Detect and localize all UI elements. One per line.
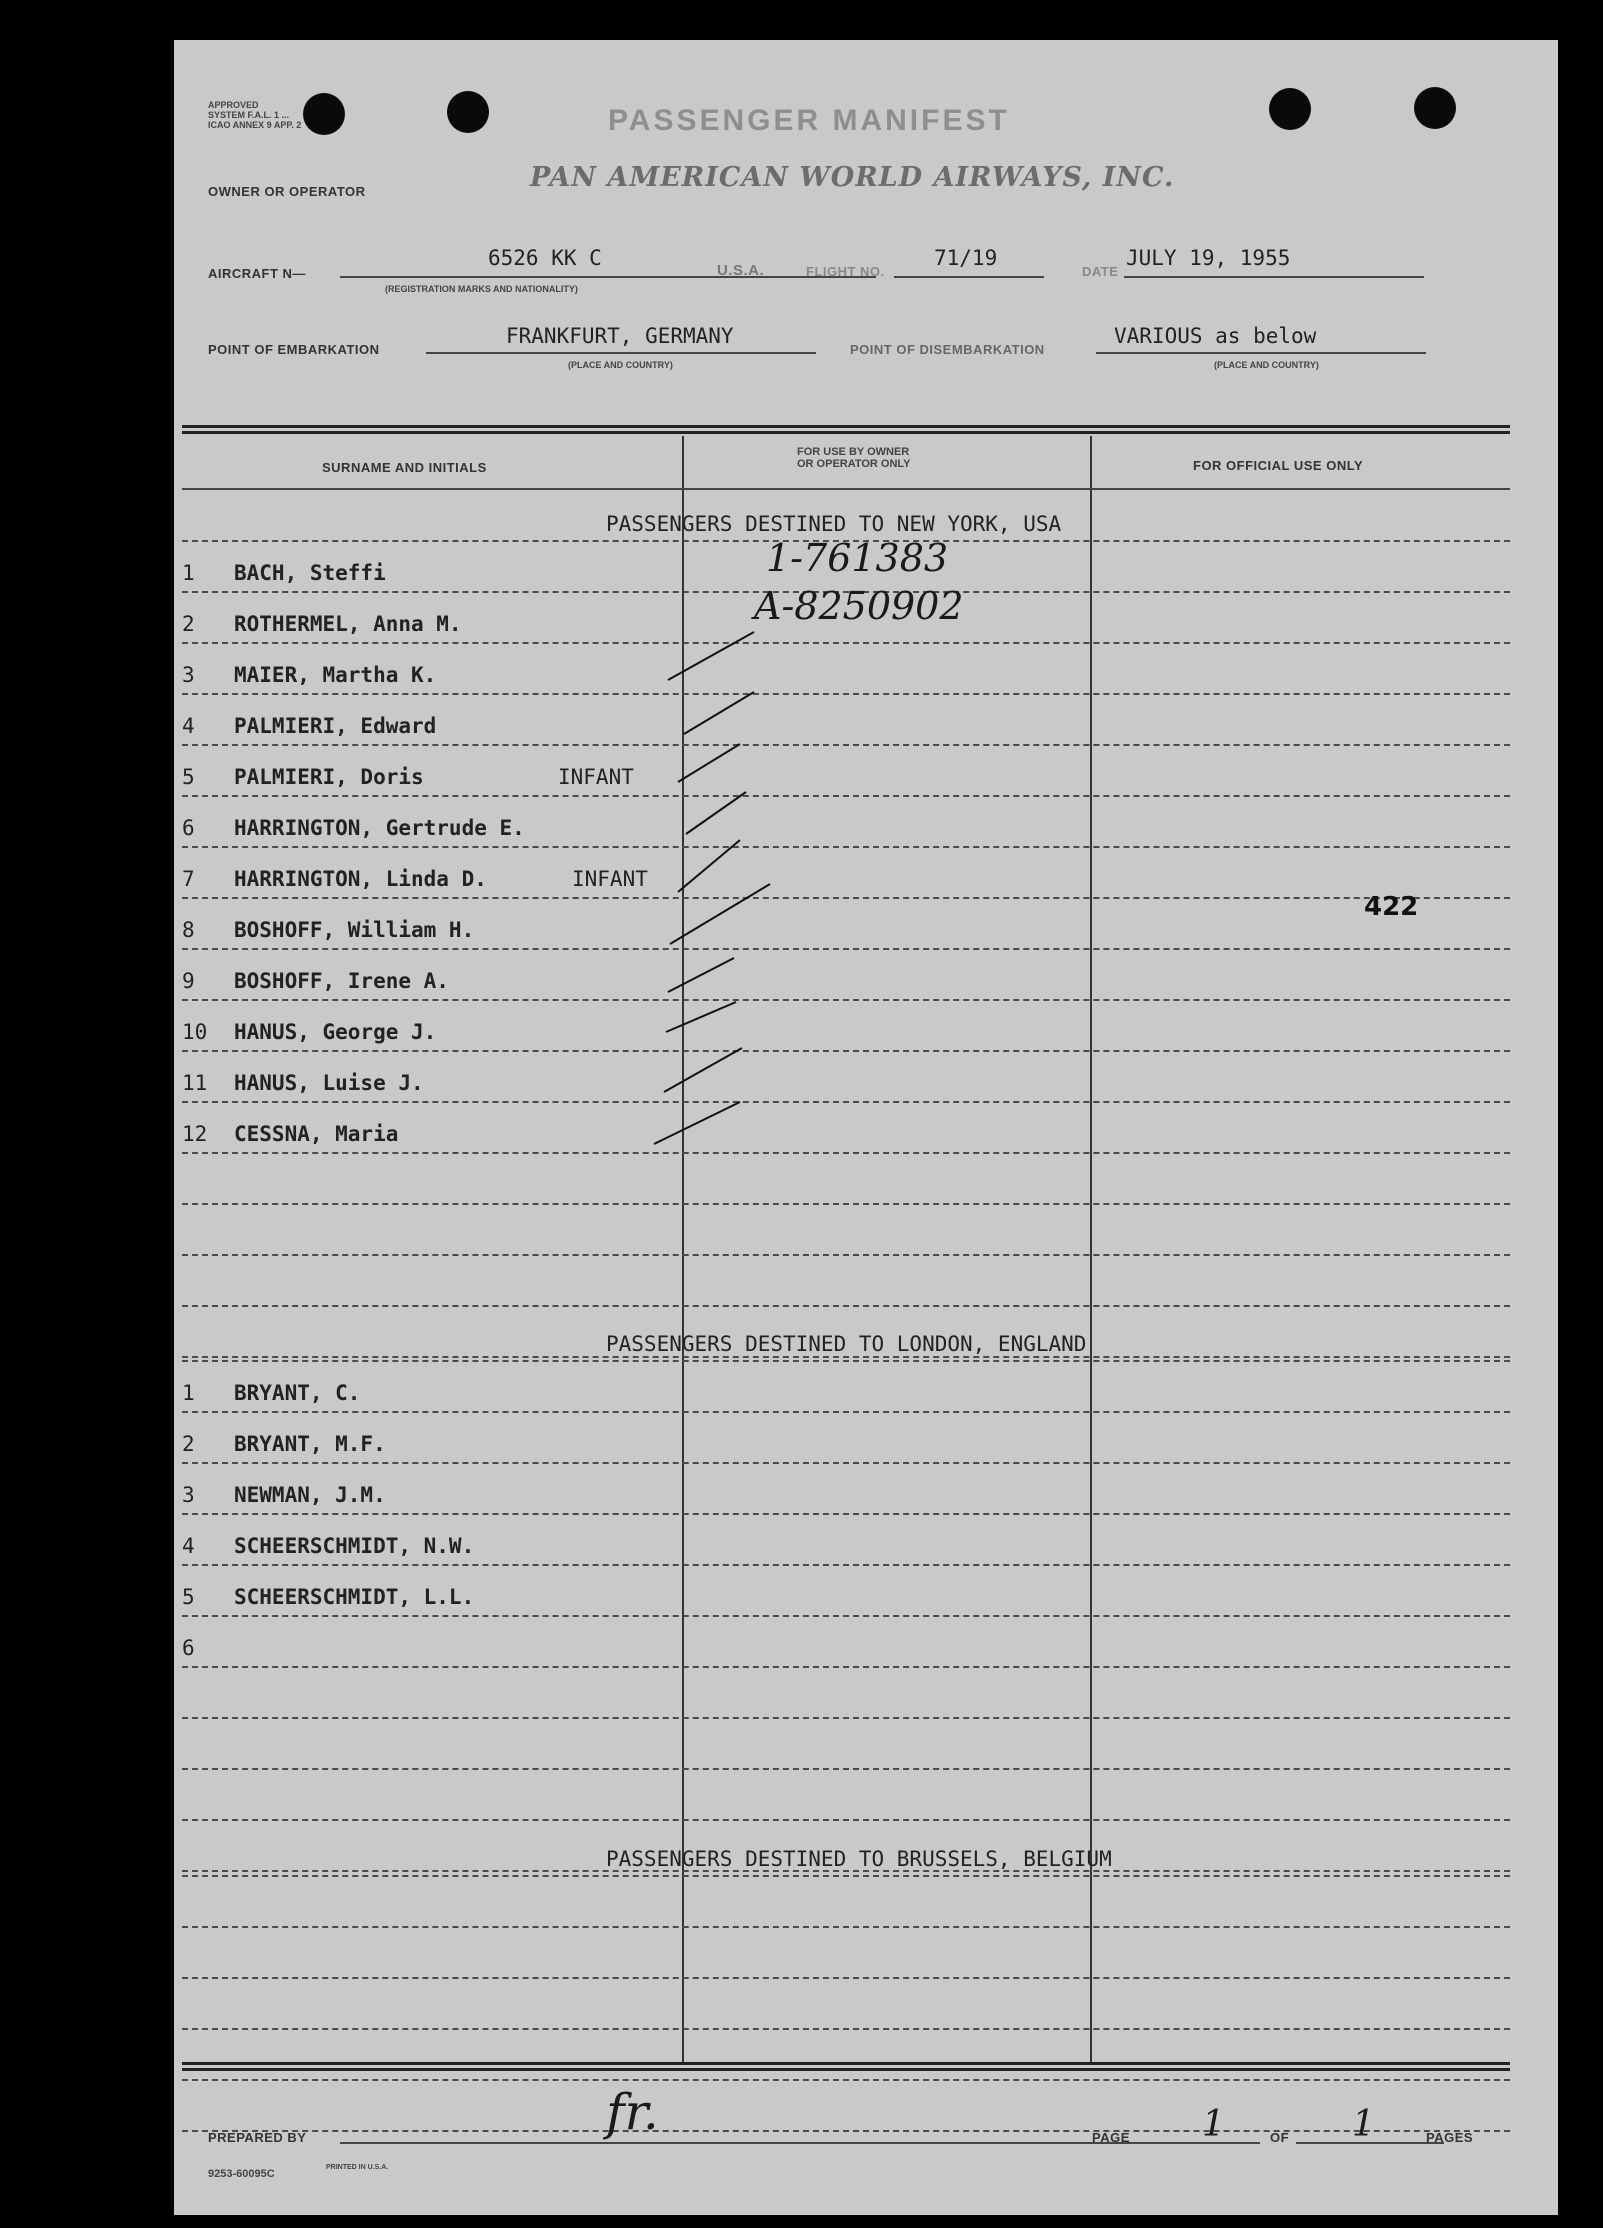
passenger-note: INFANT	[572, 867, 648, 891]
passenger-name: HANUS, George J.	[234, 1020, 437, 1044]
passenger-name: SCHEERSCHMIDT, N.W.	[234, 1534, 475, 1558]
printed-note: PRINTED IN U.S.A.	[326, 2164, 389, 2171]
manifest-page	[174, 40, 1558, 2215]
passenger-name: BACH, Steffi	[234, 561, 386, 585]
passenger-note: INFANT	[558, 765, 634, 789]
check-mark	[678, 744, 740, 782]
pages-label: PAGES	[1426, 2130, 1474, 2145]
check-mark	[664, 1048, 742, 1092]
passenger-name: BRYANT, M.F.	[234, 1432, 386, 1456]
section-heading: PASSENGERS DESTINED TO BRUSSELS, BELGIUM	[606, 1847, 1112, 1871]
embarkation-label: POINT OF EMBARKATION	[208, 342, 380, 357]
owner-column-header: OR OPERATOR ONLY	[797, 458, 911, 470]
of-label: OF	[1270, 2130, 1290, 2145]
passenger-name: ROTHERMEL, Anna M.	[234, 612, 462, 636]
passenger-name: HARRINGTON, Linda D.	[234, 867, 487, 891]
owner-label: OWNER OR OPERATOR	[208, 184, 366, 199]
check-mark	[686, 792, 746, 834]
surname-column-header: SURNAME AND INITIALS	[322, 460, 487, 475]
flight-no-value: 71/19	[934, 246, 998, 270]
ticket-number-1: 1-761383	[766, 536, 949, 580]
row-number: 1	[182, 1381, 195, 1405]
preparer-initials: fr.	[606, 2083, 659, 2141]
passenger-name: CESSNA, Maria	[234, 1122, 399, 1146]
check-mark	[670, 884, 770, 944]
operator-name: PAN AMERICAN WORLD AIRWAYS, INC.	[530, 162, 1175, 193]
disembarkation-value: VARIOUS as below	[1114, 324, 1317, 348]
row-number: 5	[182, 765, 195, 789]
passenger-name: PALMIERI, Edward	[234, 714, 437, 738]
approval-line: SYSTEM F.A.L. 1 ...	[208, 110, 290, 120]
row-number: 7	[182, 867, 195, 891]
check-mark	[668, 632, 754, 680]
row-number: 4	[182, 714, 195, 738]
check-mark	[654, 1102, 740, 1144]
page-number: 1	[1202, 2104, 1225, 2145]
row-number: 8	[182, 918, 195, 942]
nationality-value: U.S.A.	[717, 262, 765, 279]
date-label: DATE	[1082, 264, 1119, 279]
row-number: 6	[182, 816, 195, 840]
row-number: 5	[182, 1585, 195, 1609]
check-mark	[678, 840, 740, 892]
passenger-name: BRYANT, C.	[234, 1381, 361, 1405]
check-mark	[668, 958, 734, 992]
passenger-name: PALMIERI, Doris	[234, 765, 424, 789]
check-mark	[666, 1002, 736, 1032]
embarkation-value: FRANKFURT, GERMANY	[506, 324, 734, 348]
page-label: PAGE	[1092, 2130, 1130, 2145]
flight-label: FLIGHT NO.	[806, 264, 885, 279]
row-number: 11	[182, 1071, 208, 1095]
section-heading: PASSENGERS DESTINED TO LONDON, ENGLAND	[606, 1332, 1087, 1356]
section-heading: PASSENGERS DESTINED TO NEW YORK, USA	[606, 512, 1062, 536]
form-number: 9253-60095C	[208, 2168, 275, 2180]
passenger-name: NEWMAN, J.M.	[234, 1483, 386, 1507]
owner-column-header: FOR USE BY OWNER	[797, 446, 910, 458]
passenger-name: SCHEERSCHMIDT, L.L.	[234, 1585, 475, 1609]
row-number: 6	[182, 1636, 195, 1660]
row-number: 3	[182, 1483, 195, 1507]
row-number: 10	[182, 1020, 208, 1044]
passenger-name: BOSHOFF, Irene A.	[234, 969, 449, 993]
registration-note: (REGISTRATION MARKS AND NATIONALITY)	[385, 284, 578, 294]
check-marks	[174, 40, 1558, 2215]
row-number: 12	[182, 1122, 208, 1146]
official-number: 422	[1364, 892, 1419, 922]
approval-line: ICAO ANNEX 9 APP. 2	[208, 120, 302, 130]
passenger-name: HANUS, Luise J.	[234, 1071, 424, 1095]
official-column-header: FOR OFFICIAL USE ONLY	[1193, 458, 1364, 473]
check-mark	[684, 692, 754, 734]
row-number: 1	[182, 561, 195, 585]
row-number: 9	[182, 969, 195, 993]
row-number: 2	[182, 1432, 195, 1456]
row-number: 2	[182, 612, 195, 636]
table-bottom-rule	[182, 2062, 1510, 2071]
approval-line: APPROVED	[208, 100, 259, 110]
prepared-by-label: PREPARED BY	[208, 2130, 307, 2145]
aircraft-label: AIRCRAFT N—	[208, 266, 306, 281]
passenger-name: MAIER, Martha K.	[234, 663, 437, 687]
passenger-name: HARRINGTON, Gertrude E.	[234, 816, 525, 840]
row-number: 3	[182, 663, 195, 687]
row-number: 4	[182, 1534, 195, 1558]
place-note: (PLACE AND COUNTRY)	[568, 360, 673, 370]
place-note-2: (PLACE AND COUNTRY)	[1214, 360, 1319, 370]
of-number: 1	[1352, 2104, 1375, 2145]
passenger-name: BOSHOFF, William H.	[234, 918, 475, 942]
disembarkation-label: POINT OF DISEMBARKATION	[850, 342, 1045, 357]
ticket-number-2: A-8250902	[754, 584, 964, 628]
date-value: JULY 19, 1955	[1126, 246, 1291, 270]
aircraft-value: 6526 KK C	[488, 246, 602, 270]
page-title: PASSENGER MANIFEST	[608, 104, 1010, 137]
